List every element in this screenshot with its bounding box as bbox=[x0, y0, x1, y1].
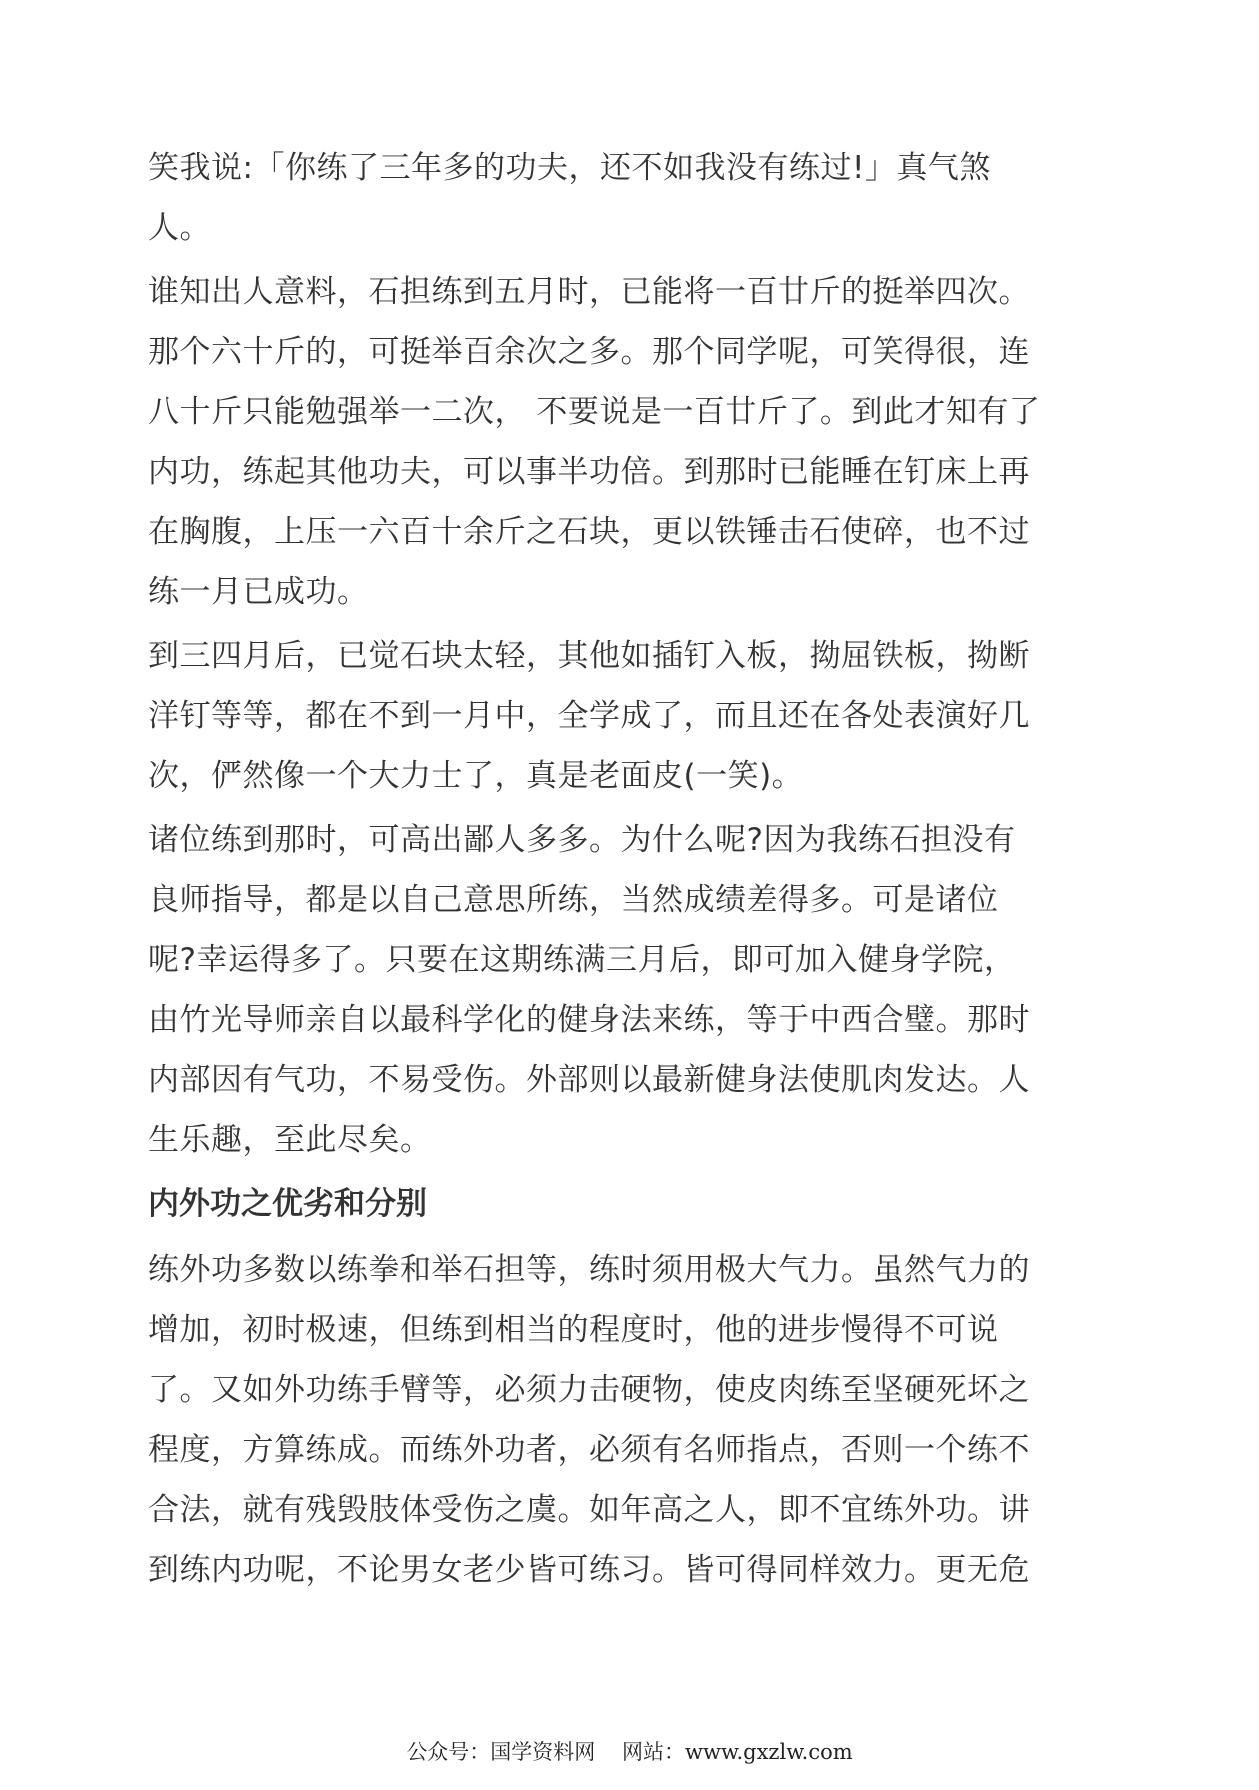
text-line: 练外功多数以练拳和举石担等，练时须用极大气力。虽然气力的 bbox=[148, 1252, 1030, 1288]
text-line: 由竹光导师亲自以最科学化的健身法来练，等于中西合璧。那时 bbox=[148, 1002, 1030, 1038]
text-line: 谁知出人意料，石担练到五月时，已能将一百廿斤的挺举四次。 bbox=[148, 274, 1030, 310]
text-line: 增加，初时极速，但练到相当的程度时，他的进步慢得不可说 bbox=[148, 1312, 999, 1348]
page-footer bbox=[0, 1738, 1259, 1766]
text-line: 练一月已成功。 bbox=[148, 574, 369, 610]
text-line: 笑我说:「你练了三年多的功夫，还不如我没有练过!」真气煞 bbox=[148, 150, 991, 186]
text-line: 那个六十斤的，可挺举百余次之多。那个同学呢，可笑得很，连 bbox=[148, 334, 1030, 370]
paragraph-1 bbox=[148, 138, 1118, 258]
text-line: 生乐趣，至此尽矣。 bbox=[148, 1122, 432, 1158]
footer-text: 公众号：国学资料网 网站：www.gxzlw.com bbox=[406, 1740, 853, 1764]
text-line: 合法，就有残毁肢体受伤之虞。如年高之人，即不宜练外功。讲 bbox=[148, 1492, 1030, 1528]
text-line: 内部因有气功，不易受伤。外部则以最新健身法使肌肉发达。人 bbox=[148, 1062, 1030, 1098]
paragraph-2 bbox=[148, 262, 1118, 622]
text-line: 呢?幸运得多了。只要在这期练满三月后，即可加入健身学院， bbox=[148, 942, 1016, 978]
paragraph-5 bbox=[148, 1240, 1118, 1600]
text-line: 人。 bbox=[148, 210, 211, 246]
text-line: 内功，练起其他功夫，可以事半功倍。到那时已能睡在钉床上再 bbox=[148, 454, 1030, 490]
text-line: 诸位练到那时，可高出鄙人多多。为什么呢?因为我练石担没有 bbox=[148, 822, 1016, 858]
text-line: 程度，方算练成。而练外功者，必须有名师指点，否则一个练不 bbox=[148, 1432, 1030, 1468]
text-line: 良师指导，都是以自己意思所练，当然成绩差得多。可是诸位 bbox=[148, 882, 999, 918]
text-line: 到练内功呢，不论男女老少皆可练习。皆可得同样效力。更无危 bbox=[148, 1552, 1030, 1588]
text-line: 在胸腹，上压一六百十余斤之石块，更以铁锤击石使碎，也不过 bbox=[148, 514, 1030, 550]
text-line: 八十斤只能勉强举一二次， 不要说是一百廿斤了。到此才知有了 bbox=[148, 394, 1041, 430]
text-line: 了。又如外功练手臂等，必须力击硬物，使皮肉练至坚硬死坏之 bbox=[148, 1372, 1030, 1408]
text-line: 洋钉等等，都在不到一月中，全学成了，而且还在各处表演好几 bbox=[148, 698, 1030, 734]
paragraph-3 bbox=[148, 626, 1118, 806]
text-line: 次，俨然像一个大力士了，真是老面皮(一笑)。 bbox=[148, 758, 804, 794]
section-heading: 内外功之优劣和分别 bbox=[148, 1186, 427, 1222]
text-line: 到三四月后，已觉石块太轻，其他如插钉入板，拗屈铁板，拗断 bbox=[148, 638, 1030, 674]
document-body bbox=[148, 138, 1118, 1604]
paragraph-4 bbox=[148, 810, 1118, 1170]
